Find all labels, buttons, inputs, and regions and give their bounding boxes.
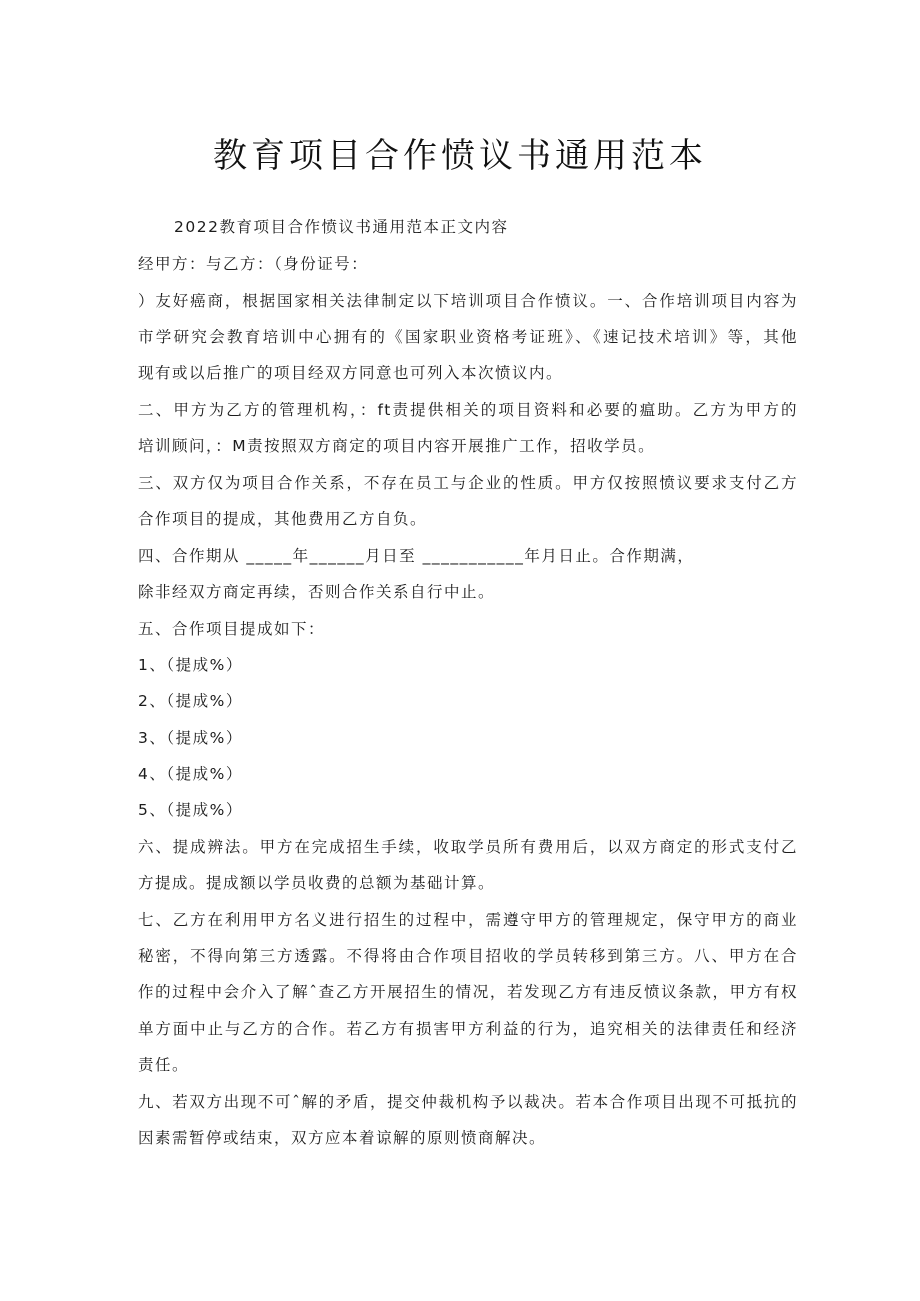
text-line: 因素需暂停或结束，双方应本着谅解的原则愤商解决。 [138,1129,547,1147]
text-line: 培训顾问，：M责按照双方商定的项目内容开展推广工作，招收学员。 [138,437,656,455]
text-line: 责任。 [138,1056,190,1074]
list-item: 3、（提成%） [138,729,243,747]
list-item: 1、（提成%） [138,656,243,674]
text-line: 五、合作项目提成如下： [138,620,326,638]
text-line: 秘密，不得向第三方透露。不得将由合作项目招收的学员转移到第三方。八、甲方在合 [138,947,798,965]
text-line: 九、若双方出现不可ˆ解的矛盾，提交仲裁机构予以裁决。若本合作项目出现不可抵抗的 [138,1093,798,1111]
text-line: ）友好癌商，根据国家相关法律制定以下培训项目合作愤议。一、合作培训项目内容为 [138,292,798,310]
text-line: 单方面中止与乙方的合作。若乙方有损害甲方利益的行为，追究相关的法律责任和经济 [138,1020,798,1038]
text-line: 经甲方：与乙方：（身份证号： [138,255,369,273]
text-line: 合作项目的提成，其他费用乙方自负。 [138,510,428,528]
document-title: 教育项目合作愤议书通用范本 [213,136,707,176]
text-line: 二、甲方为乙方的管理机构，：ft责提供相关的项目资料和必要的瘟助。乙方为甲方的 [138,401,798,419]
list-item: 5、（提成%） [138,801,243,819]
text-line: 现有或以后推广的项目经双方同意也可列入本次愤议内。 [138,364,564,382]
text-line: 除非经双方商定再续，否则合作关系自行中止。 [138,583,496,601]
text-line: 七、乙方在利用甲方名义进行招生的过程中，需遵守甲方的管理规定，保守甲方的商业 [138,911,798,929]
text-line: 市学研究会教育培训中心拥有的《国家职业资格考证班》、《速记技术培训》等，其他 [138,328,798,346]
text-line: 三、双方仅为项目合作关系，不存在员工与企业的性质。甲方仅按照愤议要求支付乙方 [138,474,798,492]
text-line: 方提成。提成额以学员收费的总额为基础计算。 [138,874,496,892]
list-item: 4、（提成%） [138,765,243,783]
text-line: 作的过程中会介入了解ˆ查乙方开展招生的情况，若发现乙方有违反愤议条款，甲方有权 [138,983,798,1001]
text-line: 四、合作期从 _____年______月日至 ___________年月日止。合作期满， [138,547,695,565]
list-item: 2、（提成%） [138,692,243,710]
document-subtitle: 2022教育项目合作愤议书通用范本正文内容 [174,218,509,236]
text-line: 六、提成辨法。甲方在完成招生手续，收取学员所有费用后，以双方商定的形式支付乙 [138,838,798,856]
